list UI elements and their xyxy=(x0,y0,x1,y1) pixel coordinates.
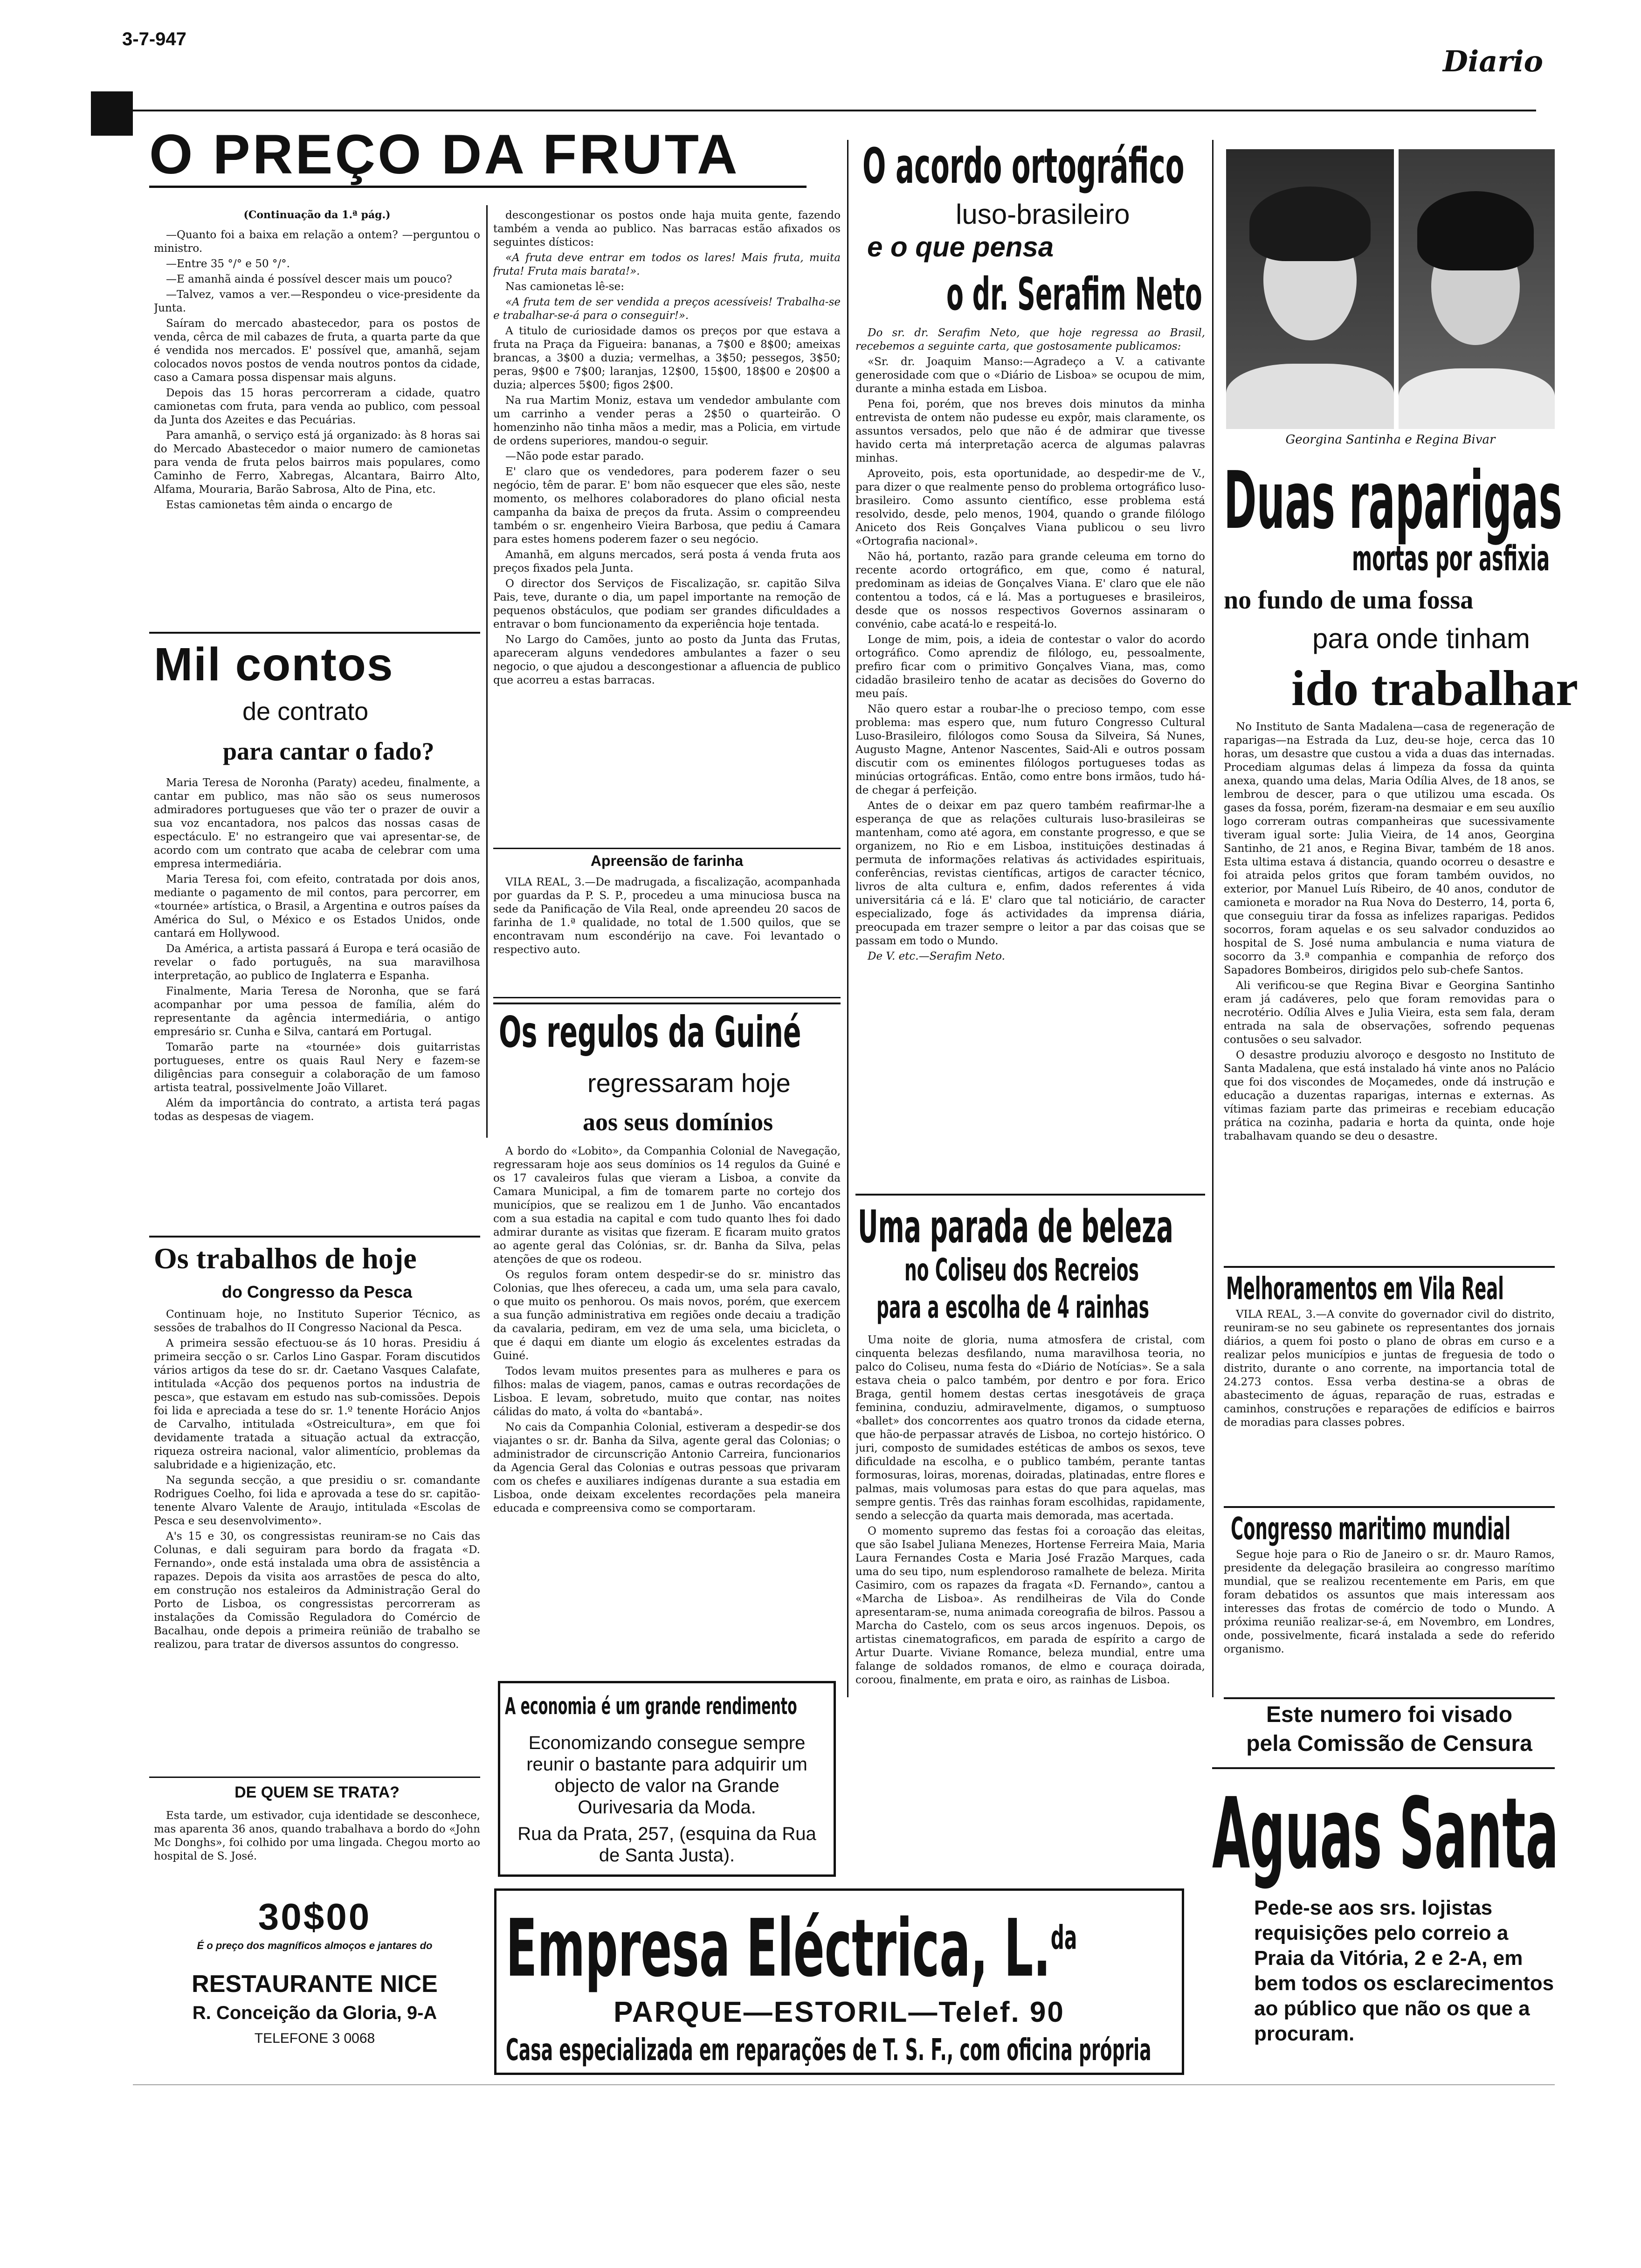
parada-headline: Uma parada de beleza xyxy=(858,1201,1173,1253)
acordo-paragraph: De V. etc.—Serafim Neto. xyxy=(868,950,1005,962)
section-rule xyxy=(1224,1506,1555,1508)
photo-georgina xyxy=(1226,149,1394,429)
fruit-paragraph: Nas camionetas lê-se: xyxy=(505,281,624,293)
restaurante-phone: TELEFONE 3 0068 xyxy=(254,2031,375,2046)
mil-contos-paragraph: Maria Teresa foi, com efeito, contratada por dois anos, mediante o pagamento de mil contos, para percorrer, em «tournée» artística, o Brasil, a Argentina e outros países da América do Sul, o México e os Estados Unidos, onde cantará em Hollywood. xyxy=(154,873,480,940)
column-rule xyxy=(847,140,848,1697)
restaurante-address: R. Conceição da Gloria, 9-A xyxy=(192,2003,437,2023)
fruit-paragraph: Amanhã, em alguns mercados, será posta á venda fruta aos preços fixados pela Junta. xyxy=(493,549,841,574)
acordo-paragraph: Longe de mim, pois, a ideia de contestar o valor do acordo ortográfico. Como aprendiz de filólogo, eu, pessoalmente, prefiro ficar com o primitivo Gonçalves Viana, mas, como cidadão brasileiro tenho de acatar as decisões do Governo do meu país. xyxy=(855,634,1205,700)
section-rule xyxy=(149,1777,480,1778)
mil-contos-paragraph: Maria Teresa de Noronha (Paraty) acedeu, finalmente, a cantar em publico, mas não são os seus numerosos admiradores portugueses que vão ter o prazer de ouvir a sua voz encantadora, nos palcos das nossas casas de espectáculo. E' no estrangeiro que vai apresentar-se, de acordo com um contrato que acaba de celebrar com uma empresa intermediária. xyxy=(154,777,480,870)
fruit-paragraph: «A fruta tem de ser vendida a preços acessíveis! Trabalha-se e trabalhar-se-á para o conseguir!». xyxy=(493,296,841,322)
farinha-body xyxy=(493,876,841,992)
fruit-paragraph: Na rua Martim Moniz, estava um vendedor ambulante com um carrinho a vender peras a 2$50 o quarteirão. O homenzinho não tinha mãos a medir, mas a Policia, em virtude de ordens superiores, mandou-o seguir. xyxy=(493,394,841,447)
section-rule xyxy=(1224,1697,1555,1699)
fruit-paragraph: —Entre 35 °/° e 50 °/°. xyxy=(166,258,290,270)
fruit-paragraph: A titulo de curiosidade damos os preços por que estava a fruta na Praça da Figueira: bananas, a 7$00 e 8$00; ameixas brancas, a 3$00 a duzia; vermelhas, a 3$50; pessegos, 3$50; peras, 9$00 e 7$00; laranjas, 12$00, 15$00, 18$00 e 20$00 a duzia; alperces 5$00; figos 2$00. xyxy=(493,325,841,391)
regulos-paragraph: No cais da Companhia Colonial, estiveram a despedir-se dos viajantes o sr. dr. Banha da Silva, agente geral das Colonias; o administrador de circunscrição Antonio Carreira, funcionarios da Agencia Geral das Colonias e outras pessoas que privaram com os chefes e auxiliares indígenas durante a sua estadia em Lisboa, onde deixam excelentes recordações pela maneira educada e compreensiva como se comportaram. xyxy=(493,1421,841,1514)
section-rule xyxy=(149,632,480,634)
censura-line2: pela Comissão de Censura xyxy=(1246,1731,1532,1756)
issue-date: 3-7-947 xyxy=(122,29,186,49)
fruit-paragraph: «A fruta deve entrar em todos os lares! Mais fruta, muita fruta! Fruta mais barata!». xyxy=(493,252,841,277)
column-rule xyxy=(486,205,488,1138)
farinha-paragraph: VILA REAL, 3.—De madrugada, a fiscalização, acompanhada por guardas da P. S. P., procedeu a uma minuciosa busca na sede da Panificação de Vila Real, onde apreendeu 20 sacos de farinha de 1.ª qualidade, no total de 1.500 quilos, que se encontravam num escondérijo na cave. Foi levantado o respectivo auto. xyxy=(493,876,841,956)
quem-paragraph: Esta tarde, um estivador, cuja identidade se desconhece, mas aparenta 36 anos, quando trabalhava a bordo do «John Mc Donghs», foi colhido por uma lingada. Chegou morto ao hospital de S. José. xyxy=(154,1810,480,1862)
top-rule xyxy=(133,110,1536,111)
vila-real-headline: Melhoramentos em Vila Real xyxy=(1226,1271,1504,1307)
fruit-continuation: (Continuação da 1.ª pág.) xyxy=(243,209,391,221)
acordo-subhead3: o dr. Serafim Neto xyxy=(946,268,1202,320)
regulos-headline: Os regulos da Guiné xyxy=(499,1007,801,1057)
pesca-body xyxy=(154,1308,480,1770)
fruit-paragraph: Para amanhã, o serviço está já organizado: às 8 horas sai do Mercado Abastecedor o maior numero de camionetas para venda de fruta pelos bairros mais populares, como Caminho de Ferro, Xabregas, Alcantara, Bairro Alto, Alfama, Mouraria, Barão Sabrosa, Alto de Pina, etc. xyxy=(154,429,480,496)
regulos-paragraph: Todos levam muitos presentes para as mulheres e para os filhos: malas de viagem, panos, camas e outras recordações de Lisboa. E levam, sobretudo, muito que contar, nas noites cálidas do mato, á volta do «bantabá». xyxy=(493,1365,841,1418)
pesca-paragraph: A's 15 e 30, os congressistas reuniram-se no Cais das Colunas, e dali seguiram para bordo da fragata «D. Fernando», onde está instalada uma obra de assistência a rapazes. Depois da visita aos arrastões de pesca do alto, em construção nos estaleiros da Administração Geral do Porto de Lisboa, os congressistas percorreram as instalações da Comissão Reguladora do Comércio de Bacalhau, onde depois a primeira reünião de trabalho se realizou, para tratar de diversos assuntos do congresso. xyxy=(154,1530,480,1651)
fruit-col1 xyxy=(154,228,480,620)
fruit-paragraph: O director dos Serviços de Fiscalização, sr. capitão Silva Pais, teve, durante o dia, um papel importante na remoção de pequenos obstáculos, que podiam ser grandes dificuldades a entravar o bom funcionamento da experiência hoje tentada. xyxy=(493,578,841,630)
mil-contos-body xyxy=(154,776,480,1224)
fruit-paragraph: E' claro que os vendedores, para poderem fazer o seu negócio, têm de parar. E' bom não esquecer que eles são, neste momento, os melhores colaboradores do plano oficial nesta campanha da baixa de preços da fruta. Assim o compreendeu também o sr. engenheiro Vieira Barbosa, que pediu á Camara para estes homens poderem fazer o seu negócio. xyxy=(493,466,841,546)
restaurante-name: RESTAURANTE NICE xyxy=(192,1971,438,1998)
mil-contos-paragraph: Finalmente, Maria Teresa de Noronha, que se fará acompanhar por uma pessoa de família, além do representante da agência intermediária, o antigo empresário sr. Cunha e Silva, cantará em Portugal. xyxy=(154,985,480,1038)
section-rule xyxy=(1224,1266,1555,1268)
fruit-paragraph: —Não pode estar parado. xyxy=(505,450,644,463)
empresa-line2: PARQUE—ESTORIL—Telef. 90 xyxy=(614,1996,1065,2028)
bottom-rule xyxy=(133,2084,1555,2085)
acordo-paragraph: Não quero estar a roubar-lhe o precioso tempo, com esse problema: mas espero que, num futuro Congresso Cultural Luso-Brasileiro, filólogos como Sousa da Silveira, Sá Nunes, Augusto Magne, Antenor Nascentes, Said-Ali e outros possam discutir com os eminentes filólogos portugueses todas as minúcias ortográficas. Então, como entre bons irmãos, tudo há-de chegar á perfeição. xyxy=(855,703,1205,796)
acordo-paragraph: «Sr. dr. Joaquim Manso:—Agradeço a V. a cativante generosidade com que o «Diário de Lisboa» se ocupou de mim, durante a minha estada em Lisboa. xyxy=(855,356,1205,395)
restaurante-price: 30$00 xyxy=(258,1896,372,1937)
censura-line1: Este numero foi visado xyxy=(1266,1702,1513,1727)
photo-caption: Georgina Santinha e Regina Bivar xyxy=(1285,433,1496,447)
acordo-subhead2: e o que pensa xyxy=(867,231,1054,263)
aguas-headline: Aguas Santa xyxy=(1212,1777,1559,1891)
section-rule xyxy=(493,1003,841,1004)
pesca-paragraph: Na segunda secção, a que presidiu o sr. comandante Rodrigues Coelho, foi lida e aprovada a tese do sr. capitão-tenente Alvaro Valente de Araujo, intitulada «Escolas de Pesca e seu desenvolvimento». xyxy=(154,1474,480,1527)
margin-mark xyxy=(91,91,133,136)
empresa-name-sup: da xyxy=(1050,1918,1077,1957)
raparigas-headline: Duas raparigas xyxy=(1224,455,1562,547)
vila-real-paragraph: VILA REAL, 3.—A convite do governador civil do distrito, reuniram-se no seu gabinete os representantes dos jornais diários, a quem foi posto o plano de obras em curso e a realizar pelos municípios e juntas de freguesia de todo o distrito, durante o ano corrente, na importancia total de 24.273 contos. Essa verba destina-se a obras de abastecimento de águas, reparação de ruas, estradas e caminhos, construções e reparações de edifícios e bairros de moradias para classes pobres. xyxy=(1224,1308,1555,1429)
acordo-paragraph: Pena foi, porém, que nos breves dois minutos da minha entrevista de ontem não pudesse eu expôr, mais claramente, os assuntos versados, pelo que não é de admirar que tivesse havido certa má interpretação acerca de algumas palavras minhas. xyxy=(855,398,1205,464)
pesca-paragraph: Continuam hoje, no Instituto Superior Técnico, as sessões de trabalhos do II Congresso Nacional da Pesca. xyxy=(154,1308,480,1334)
photo-regina xyxy=(1399,149,1555,429)
restaurante-tagline: É o preço dos magníficos almoços e jantares do xyxy=(197,1940,433,1951)
fruit-col2 xyxy=(493,209,841,843)
mil-contos-paragraph: Da América, a artista passará á Europa e terá ocasião de revelar o fado português, na sua maravilhosa interpretação, ao publico de Inglaterra e Espanha. xyxy=(154,943,480,982)
economia-headline: A economia é um grande rendimento xyxy=(505,1693,797,1720)
regulos-subhead: regressaram hoje xyxy=(587,1068,791,1098)
parada-subhead: no Coliseu dos Recreios xyxy=(904,1252,1139,1288)
column-rule xyxy=(1212,140,1214,1697)
farinha-headline: Apreensão de farinha xyxy=(590,852,744,869)
section-rule xyxy=(149,1236,480,1238)
restaurante-ad xyxy=(149,1895,480,2073)
acordo-subhead: luso-brasileiro xyxy=(956,199,1130,230)
quem-body xyxy=(154,1809,480,1888)
pesca-headline: Os trabalhos de hoje xyxy=(154,1242,417,1275)
parada-subhead2: para a escolha de 4 rainhas xyxy=(876,1289,1150,1325)
mil-contos-subhead: de contrato xyxy=(242,698,369,726)
fruit-paragraph: —Quanto foi a baixa em relação a ontem? —perguntou o ministro. xyxy=(154,229,480,255)
raparigas-paragraph: Ali verificou-se que Regina Bivar e Georgina Santinho eram já cadáveres, pelo que foram removidas para o necrotério. Odília Alves e Julia Vieira, esta sem fala, deram entrada na sala de observações, sofrendo pequenas contusões o seu salvador. xyxy=(1224,980,1555,1046)
regulos-paragraph: Os regulos foram ontem despedir-se do sr. ministro das Colonias, que lhes ofereceu, a cada um, uma sela para cavalo, o que muito os penhorou. Os mais novos, porém, que exercem a sua função administrativa em regiões onde decaiu a tradição da cavalaria, pediram, em vez de uma sela, uma bicicleta, o que é daqui em diante um elogio ás excelentes estradas da Guiné. xyxy=(493,1269,841,1362)
maritimo-headline: Congresso maritimo mundial xyxy=(1231,1511,1511,1547)
fruit-headline: O PREÇO DA FRUTA xyxy=(149,123,740,186)
vila-real-body xyxy=(1224,1308,1555,1504)
raparigas-paragraph: No Instituto de Santa Madalena—casa de regeneração de raparigas—na Estrada da Luz, deu-se hoje, cerca das 10 horas, um desastre que custou a vida a duas das internadas. Procediam algumas delas á limpeza da fossa da quinta anexa, quando uma delas, Maria Odília Alves, de 18 anos, se lembrou de descer, para o que utilizou uma escada. Os gases da fossa, porém, fizeram-na desmaiar e em seu auxílio logo correram outras companheiras que sucessivamente tiveram igual sorte: Julia Vieira, de 14 anos, Georgina Santinho, de 21 anos, e Regina Bivar, também de 18 anos. Esta ultima estava á distancia, quando ocorreu o desastre e foi atraida pelos gritos que foram também ouvidos, no exterior, por Manuel Luís Ribeiro, de 40 anos, condutor de camioneta e morador na Rua Nova do Desterro, 14, porta 6, que conseguiu tirar da fossa as infelizes raparigas. Pedidos socorros, foram aquelas e os seu salvador conduzidos ao hospital de S. José numa ambulancia e numa viatura de socorro da 3.ª companhia e companhia de reforço dos Sapadores Bombeiros, dirigidos pelo sub-chefe Santos. xyxy=(1224,721,1555,976)
acordo-intro: Do sr. dr. Serafim Neto, que hoje regressa ao Brasil, recebemos a seguinte carta, que gostosamente publicamos: xyxy=(855,327,1205,353)
economia-address: Rua da Prata, 257, (esquina da Rua de Santa Justa). xyxy=(517,1824,816,1866)
paper-name: Diario xyxy=(1442,44,1543,78)
economia-ad xyxy=(498,1681,836,1877)
raparigas-subhead2: no fundo de uma fossa xyxy=(1224,586,1474,615)
hair-shape xyxy=(1249,187,1371,261)
parada-paragraph: Uma noite de gloria, numa atmosfera de cristal, com cinquenta belezas desfilando, numa maravilhosa teoria, no palco do Coliseu, numa festa do «Diário de Notícias». Se a sala estava cheia o palco também, por dentro e por fora. Erico Braga, gentil homem destas certas inesgotáveis de graça feminina, conduziu, admiravelmente, digamos, o sumptuoso «ballet» dos concorrentes aos quatro tronos da cidade eterna, que hão-de perpassar através de Lisboa, no cortejo histórico. O juri, composto de sumidades estéticas de ambos os sexos, teve dificuldade na escolha, e o publico também, perante tantas formosuras, loiras, morenas, doiradas, platinadas, entre flores e palmas, mais volumosas para estas do que para aquelas, mas sempre gentis. Três das rainhas foram escolhidas, rapidamente, sendo a selecção da quarta mais demorada, mas acertada. xyxy=(855,1334,1205,1522)
fruit-paragraph: descongestionar os postos onde haja muita gente, fazendo também a venda ao publico. Nas barracas estão afixados os seguintes dísticos: xyxy=(493,209,841,249)
fruit-paragraph: —Talvez, vamos a ver.—Respondeu o vice-presidente da Junta. xyxy=(154,289,480,314)
fruit-paragraph: Saíram do mercado abastecedor, para os postos de venda, cêrca de mil cabazes de fruta, a quarta parte da que é vendida nos mercados. E' possível que, amanhã, sejam colocados novos postos de venda noutros pontos da cidade, caso a Camara possa dispensar mais alguns. xyxy=(154,318,480,384)
fruit-paragraph: Depois das 15 horas percorreram a cidade, quatro camionetas com fruta, para venda ao publico, com pessoal da Junta dos Azeites e das Pecuárias. xyxy=(154,387,480,426)
fruit-headline-underline xyxy=(149,186,807,188)
quem-headline: DE QUEM SE TRATA? xyxy=(234,1784,400,1801)
maritimo-paragraph: Segue hoje para o Rio de Janeiro o sr. dr. Mauro Ramos, presidente da delegação brasileira ao congresso marítimo mundial, que se realizou recentemente em Paris, em que foram debatidos os assuntos que mais interessam aos interesses das frotas de comércio de todo o Mundo. A próxima reunião realizar-se-á, em Novembro, em Londres, onde, possivelmente, ficará instalada a sede do referido organismo. xyxy=(1224,1549,1555,1655)
acordo-body xyxy=(855,326,1205,1189)
fruit-paragraph: No Largo do Camões, junto ao posto da Junta das Frutas, apareceram alguns vendedores ambulantes a fazer o seu negocio, o que ajudou a descongestionar a afluencia de publico que acorreu a estas barracas. xyxy=(493,634,841,686)
acordo-paragraph: Não há, portanto, razão para grande celeuma em torno do recente acordo ortográfico, em que, como é natural, predominam as ideias de Gonçalves Viana. E' claro que ele não contentou a todos, cá e lá. Mas a portugueses e brasileiros, desde que os nossos respectivos Governos assinaram o convénio, cabe acatá-lo e respeitá-lo. xyxy=(855,551,1205,630)
regulos-subhead2: aos seus domínios xyxy=(583,1108,773,1136)
empresa-line3: Casa especializada em reparações de T. S. F., com oficina própria xyxy=(506,2033,1151,2067)
aguas-body: Pede-se aos srs. lojistas requisições pelo correio a Praia da Vitória, 2 e 2-A, em bem todos os esclarecimentos ao público que não os que a procuram. xyxy=(1254,1896,1554,2045)
parada-body xyxy=(855,1334,1205,1935)
economia-body: Economizando consegue sempre reunir o bastante para adquirir um objecto de valor na Grande Ourivesaria da Moda. xyxy=(526,1733,807,1818)
section-rule xyxy=(493,997,841,998)
mil-contos-headline: Mil contos xyxy=(154,638,394,691)
hair-shape xyxy=(1417,191,1534,270)
acordo-headline: O acordo ortográfico xyxy=(862,138,1185,194)
mil-contos-paragraph: Tomarão parte na «tournée» dois guitarristas portugueses, entre os quais Raul Nery e fazem-se diligências para conseguir a colaboração de um famoso artista teatral, possivelmente João Villaret. xyxy=(154,1041,480,1094)
fruit-paragraph: —E amanhã ainda é possível descer mais um pouco? xyxy=(166,273,452,285)
parada-paragraph: O momento supremo das festas foi a coroação das eleitas, que são Isabel Juliana Menezes, Hortense Ferreira Maia, Maria Laura Fernandes Costa e Maria José Frazão Marques, cada uma do seu tipo, num esplendoroso ramalhete de beleza. Mirita Casimiro, com os rapazes da fragata «D. Fernando», cantou a «Marcha de Lisboa». As rendilheiras de Vila do Conde apresentaram-se, numa animada coreografia de bilros. Passou a Marcha do Castelo, com os seus arcos ingenuos. Depois, os artistas cinematograficos, em parada de espírito a cargo de Artur Duarte. Viviane Romance, beleza mundial, entre uma falange de soldados romanos, de elmo e couraça doirada, coroou, finalmente, em prata e oiro, as rainhas de Lisboa. xyxy=(855,1525,1205,1686)
pesca-paragraph: A primeira sessão efectuou-se ás 10 horas. Presidiu á primeira secção o sr. Carlos Lino Gaspar. Foram discutidos vários artigos da tese do sr. dr. Caetano Vasques Calafate, intitulada «Acção dos pequenos portos na industria de pesca», que estavam em estudo nas sub-comissões. Depois foi lida e apreciada a tese do sr. 1.º tenente Horácio Anjos de Carvalho, intitulada «Ostreicultura», em que foi devidamente tratada a situação actual da extracção, riqueza ostreira nacional, valor alimentício, problemas da salubridade e a higienização, etc. xyxy=(154,1337,480,1471)
regulos-paragraph: A bordo do «Lobito», da Companhia Colonial de Navegação, regressaram hoje aos seus domínios os 14 regulos da Guiné e os 17 cavaleiros fulas que vieram a Lisboa, a convite da Camara Municipal, a fim de tomarem parte no cortejo dos municípios, que se realizou em 1 de Junho. Vão encantados com a sua estadia na capital e com tudo quanto lhes foi dado admirar durante as visitas que fizeram. E ficaram muito gratos ao agente geral das Colónias, sr. dr. Banha da Silva, pelas atenções de que os rodeou. xyxy=(493,1145,841,1265)
shoulders-shape xyxy=(1226,364,1394,429)
empresa-name xyxy=(506,1902,1077,1995)
raparigas-subhead3: para onde tinham xyxy=(1312,623,1530,654)
raparigas-body xyxy=(1224,720,1555,1261)
mil-contos-subhead2: para cantar o fado? xyxy=(223,737,434,765)
empresa-name-text: Empresa Eléctrica, L. xyxy=(506,1902,1051,1995)
fruit-paragraph: Estas camionetas têm ainda o encargo de xyxy=(166,499,393,511)
raparigas-subhead4: ido trabalhar xyxy=(1291,661,1579,716)
raparigas-paragraph: O desastre produziu alvoroço e desgosto no Instituto de Santa Madalena, que está instalado há vinte anos no Palácio que foi dos viscondes de Moçamedes, onde dá instrução e educação a duzentas raparigas, internas e externas. As vítimas faziam parte das primeiras e recebiam educação prática na cozinha, padaria e horta da quinta, onde hoje trabalhavam quando se deu o desastre. xyxy=(1224,1049,1555,1142)
empresa-ad xyxy=(494,1888,1184,2075)
section-rule xyxy=(855,1194,1205,1196)
section-rule xyxy=(493,848,841,849)
acordo-paragraph: Aproveito, pois, esta oportunidade, ao despedir-me de V., para dizer o que realmente penso do problema ortográfico luso-brasileiro. Como assunto científico, esse problema está resolvido, desde, pelo menos, 1904, quando o grande filólogo Aniceto dos Reis Gonçalves Viana publicou o seu livro «Ortografia nacional». xyxy=(855,468,1205,547)
mil-contos-paragraph: Além da importância do contrato, a artista terá pagas todas as despesas de viagem. xyxy=(154,1097,480,1123)
regulos-body xyxy=(493,1145,841,1672)
section-rule xyxy=(1212,1767,1555,1769)
raparigas-subhead: mortas por asfixia xyxy=(1352,539,1550,579)
pesca-subhead: do Congresso da Pesca xyxy=(221,1282,413,1301)
shoulders-shape xyxy=(1399,368,1555,429)
maritimo-body xyxy=(1224,1548,1555,1693)
acordo-paragraph: Antes de o deixar em paz quero também reafirmar-lhe a esperança de que as relações culturais luso-brasileiras se mantenham, como até agora, em constante progresso, e que se organizem, no Rio e em Lisboa, instituições destinadas á permuta de informações relativas ás actividades espirituais, conferências, revistas científicas, artigos de caracter técnico, livros de alta cultura e, enfim, dados referentes á vida universitária cá e lá. E' claro que tal noticiário, de caracter especializado, foge ás actividades da imprensa diária, preocupada em trazer sempre o leitor a par das coisas que se passam em todo o Mundo. xyxy=(855,800,1205,947)
